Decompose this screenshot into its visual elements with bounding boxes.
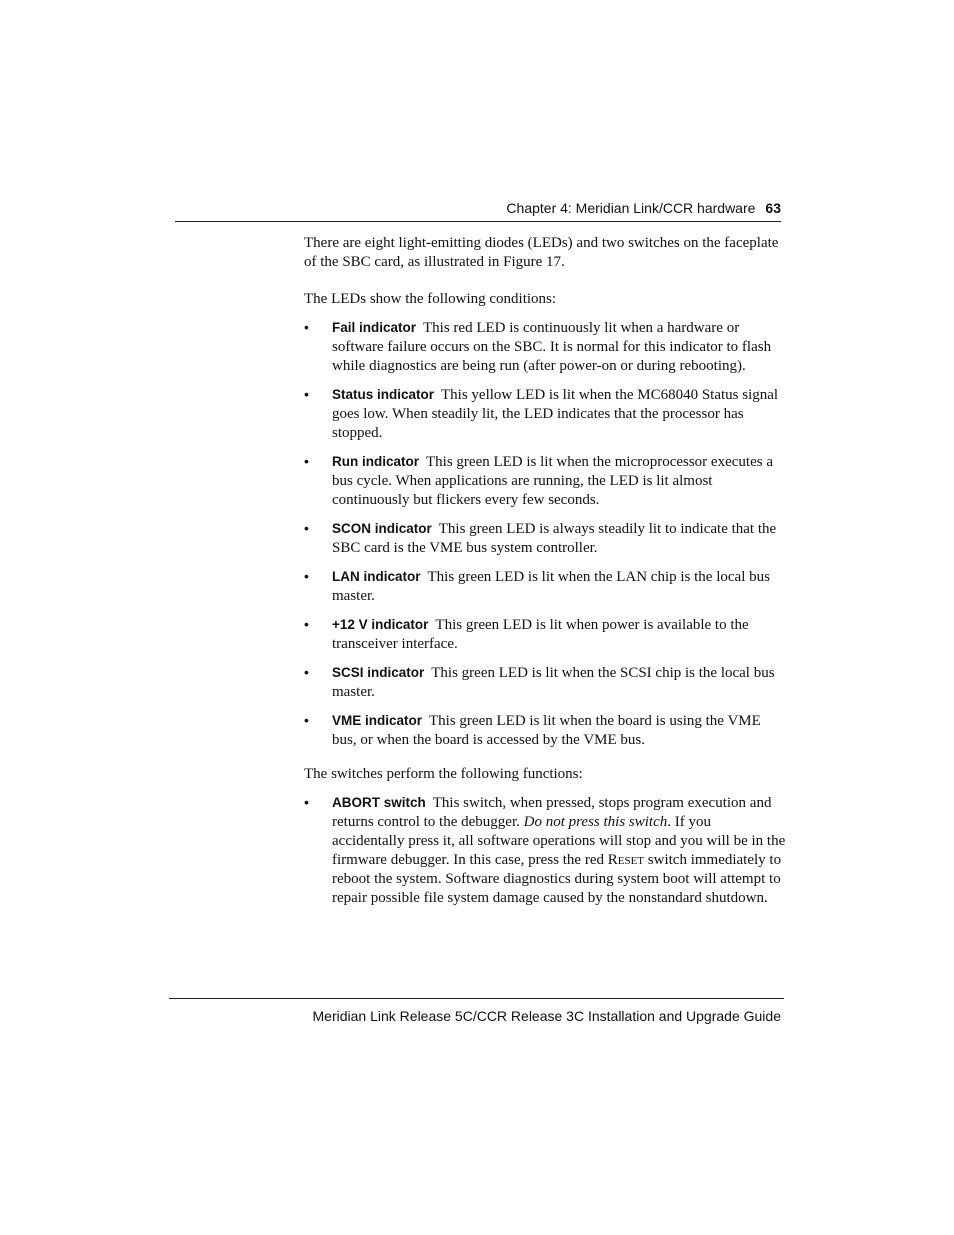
led-description: This green LED is lit when the SCSI chip is the local bus master. — [332, 665, 775, 700]
bullet: • — [304, 568, 309, 584]
led-list — [304, 318, 786, 750]
running-footer: Meridian Link Release 5C/CCR Release 3C Installation and Upgrade Guide — [312, 1008, 781, 1024]
list-item — [304, 452, 786, 510]
led-term: SCSI indicator — [332, 665, 425, 680]
running-header — [0, 199, 781, 217]
footer-rule — [169, 998, 784, 999]
list-item — [304, 318, 786, 376]
bullet: • — [304, 520, 309, 536]
list-item — [304, 615, 786, 654]
led-description: This green LED is lit when the LAN chip is the local bus master. — [332, 569, 770, 604]
switch-description-part: This switch, when pressed, stops program execution and returns control to the debugger. — [332, 795, 772, 830]
switches-heading: The switches perform the following functions: — [304, 766, 583, 782]
list-item — [304, 385, 786, 443]
switch-list — [304, 793, 786, 908]
led-term: +12 V indicator — [332, 617, 429, 632]
led-term: LAN indicator — [332, 569, 421, 584]
list-item — [304, 711, 786, 750]
bullet: • — [304, 794, 309, 810]
led-description: This green LED is lit when power is available to the transceiver interface. — [332, 617, 749, 652]
list-item — [304, 663, 786, 702]
led-description: This green LED is lit when the microprocessor executes a bus cycle. When applications are running, the LED is lit almost continuously but flickers every few seconds. — [332, 454, 773, 508]
intro-paragraph: There are eight light-emitting diodes (LEDs) and two switches on the faceplate of the SBC card, as illustrated in Figure 17. — [304, 235, 779, 270]
page-number: 63 — [765, 200, 781, 216]
led-term: SCON indicator — [332, 521, 432, 536]
list-item — [304, 567, 786, 606]
header-rule — [175, 221, 781, 222]
reset-label: Reset — [607, 852, 645, 868]
bullet: • — [304, 664, 309, 680]
led-term: Run indicator — [332, 454, 419, 469]
page-body — [304, 234, 786, 908]
led-description: This yellow LED is lit when the MC68040 Status signal goes low. When steadily lit, the LED indicates that the processor has stopped. — [332, 387, 779, 441]
switch-term: ABORT switch — [332, 795, 426, 810]
leds-heading: The LEDs show the following conditions: — [304, 291, 557, 307]
switch-description-part: switch immediately to reboot the system. Software diagnostics during system boot will attempt to repair possible file system damage caused by the nonstandard shutdown. — [332, 852, 782, 906]
led-description: This green LED is lit when the board is using the VME bus, or when the board is accessed by the VME bus. — [332, 713, 761, 748]
bullet: • — [304, 712, 309, 728]
led-description: This green LED is always steadily lit to indicate that the SBC card is the VME bus system controller. — [332, 521, 777, 556]
bullet: • — [304, 453, 309, 469]
led-term: Fail indicator — [332, 320, 417, 335]
led-term: VME indicator — [332, 713, 423, 728]
chapter-title: Chapter 4: Meridian Link/CCR hardware — [506, 200, 756, 216]
list-item — [304, 793, 786, 908]
bullet: • — [304, 386, 309, 402]
led-description: This red LED is continuously lit when a hardware or software failure occurs on the SBC. It is normal for this indicator to flash while diagnostics are being run (after power-on or during rebooting). — [332, 320, 772, 374]
led-term: Status indicator — [332, 387, 435, 402]
switch-description-part: . If you accidentally press it, all software operations will stop and you will be in the firmware debugger. In this case, press the red — [332, 814, 786, 868]
list-item — [304, 519, 786, 558]
warning-text: Do not press this switch — [523, 814, 668, 830]
bullet: • — [304, 319, 309, 335]
bullet: • — [304, 616, 309, 632]
